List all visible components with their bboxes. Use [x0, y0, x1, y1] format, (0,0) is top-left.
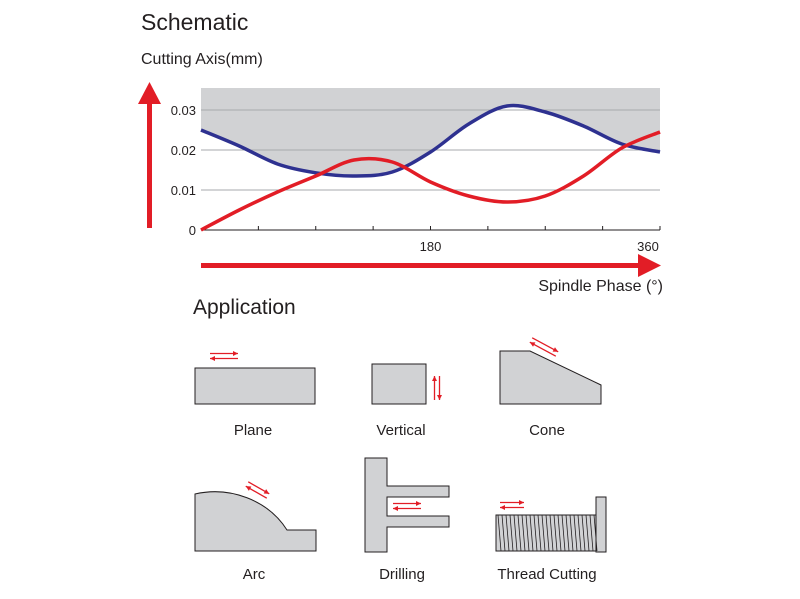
y-tick-label: 0.02 [170, 143, 196, 158]
x-axis-label: Spindle Phase (°) [538, 278, 663, 295]
application-title: Application [193, 296, 296, 319]
caption-vertical: Vertical [376, 422, 426, 439]
caption-thread-cutting: Thread Cutting [497, 566, 597, 583]
plane-diagram [195, 368, 315, 404]
page-title: Schematic [141, 9, 249, 35]
y-tick-label: 0 [188, 223, 196, 238]
drilling-diagram [365, 458, 449, 552]
cone-diagram [500, 351, 601, 404]
x-tick-label: 360 [637, 239, 659, 254]
caption-plane: Plane [233, 422, 273, 439]
arc-diagram [195, 492, 316, 551]
vertical-diagram [372, 364, 426, 404]
caption-arc: Arc [242, 566, 266, 583]
caption-cone: Cone [529, 422, 565, 439]
y-axis-label: Cutting Axis(mm) [141, 51, 263, 68]
y-tick-label: 0.03 [170, 103, 196, 118]
x-tick-label: 180 [419, 239, 442, 254]
caption-drilling: Drilling [379, 566, 425, 583]
y-tick-label: 0.01 [170, 183, 196, 198]
